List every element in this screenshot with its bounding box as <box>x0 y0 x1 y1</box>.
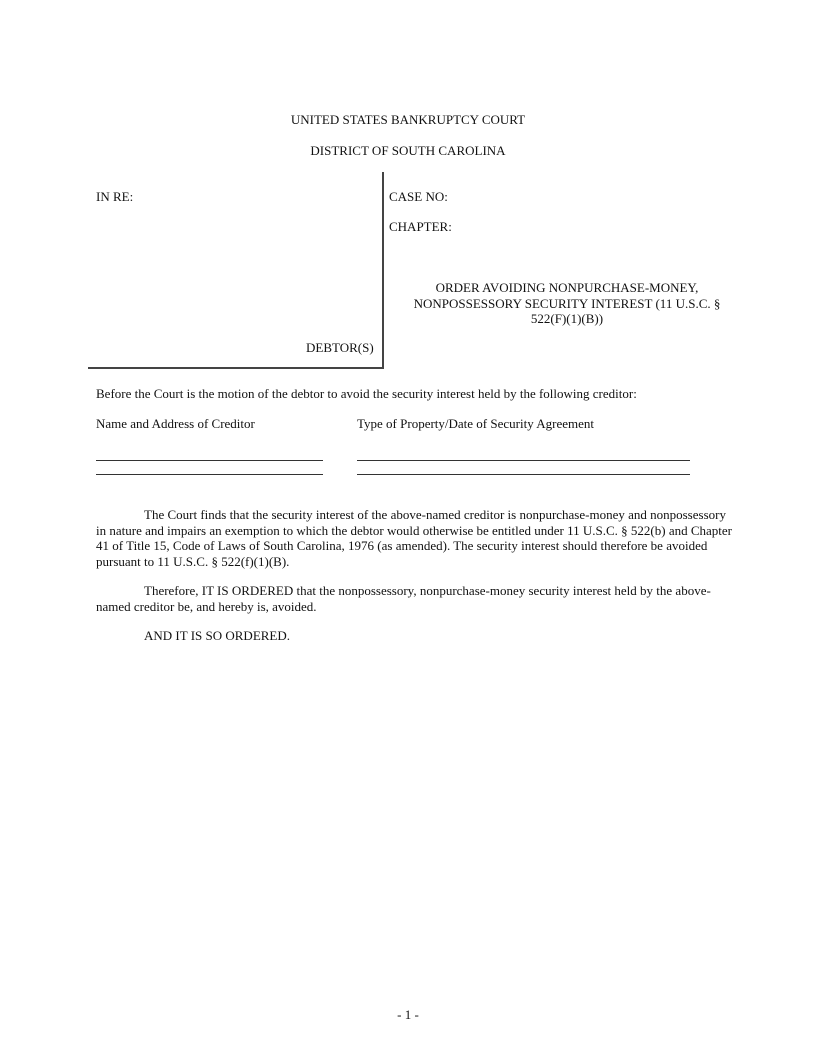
order-title-line: 522(F)(1)(B)) <box>530 311 604 326</box>
district-name: DISTRICT OF SOUTH CAROLINA <box>310 143 506 158</box>
property-blank-line <box>357 460 690 461</box>
closing-text: AND IT IS SO ORDERED. <box>144 628 291 643</box>
page-number: - 1 - <box>397 1007 419 1022</box>
creditor-blank-line <box>96 474 323 475</box>
order-title-line: NONPOSSESSORY SECURITY INTEREST (11 U.S.C. § <box>413 295 721 311</box>
chapter-label: CHAPTER: <box>389 219 452 234</box>
order-paragraph: Therefore, IT IS ORDERED that the nonpossessory, nonpurchase-money security interest held by the above-named creditor be, and hereby is, avoided. <box>96 583 711 614</box>
case-no-label: CASE NO: <box>389 189 448 204</box>
in-re-label: IN RE: <box>96 189 134 204</box>
creditor-column-header: Name and Address of Creditor <box>96 416 255 431</box>
debtors-label: DEBTOR(S) <box>306 340 374 355</box>
order-title <box>394 280 740 327</box>
order-title-line: ORDER AVOIDING NONPURCHASE-MONEY, <box>435 280 699 295</box>
intro-text: Before the Court is the motion of the debtor to avoid the security interest held by the following creditor: <box>96 386 637 401</box>
finding-paragraph: The Court finds that the security interest of the above-named creditor is nonpurchase-money and nonpossessory in nature and impairs an exemption to which the debtor would otherwise be entitled under 11 U.S.C. § 522(b) and Chapter 41 of Title 15, Code of Laws of South Carolina, 1976 (as amended). The security interest should therefore be avoided pursuant to 11 U.S.C. § 522(f)(1)(B). <box>96 507 733 569</box>
property-column-header: Type of Property/Date of Security Agreement <box>357 416 594 431</box>
creditor-blank-line <box>96 460 323 461</box>
property-blank-line <box>357 474 690 475</box>
caption-horizontal-divider <box>88 367 384 369</box>
caption-vertical-divider <box>382 172 384 369</box>
court-name: UNITED STATES BANKRUPTCY COURT <box>290 112 526 127</box>
